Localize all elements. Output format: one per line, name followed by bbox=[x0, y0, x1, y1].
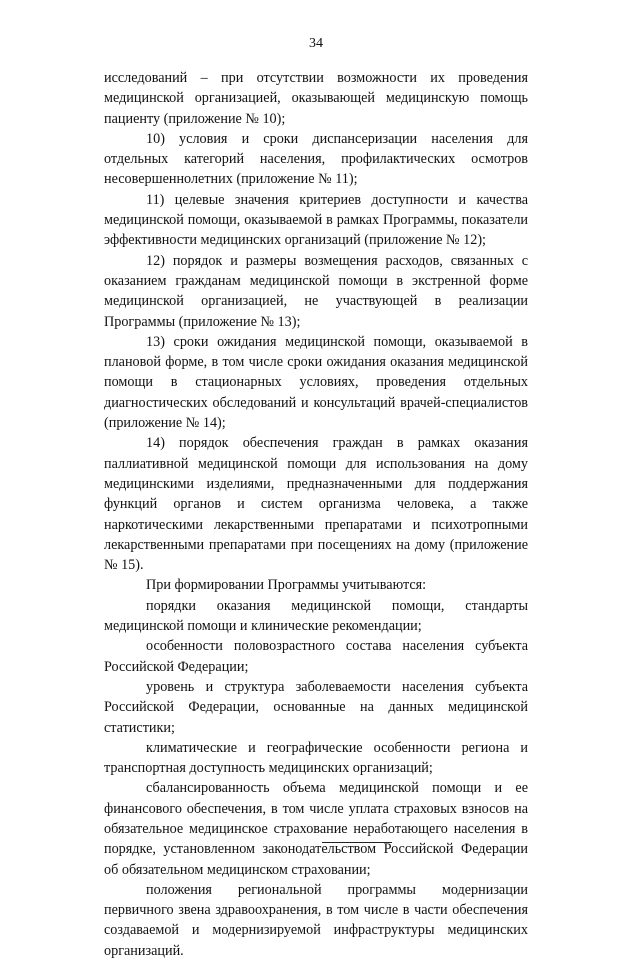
list-item-13: 13) сроки ожидания медицинской помощи, оказываемой в плановой форме, в том числе сроки ожидания оказания медицинской помощи в стационарных условиях, проведения отдельных диагностических обследований и консультаций врачей-специалистов (приложение № 14); bbox=[104, 333, 528, 432]
list-item-10: 10) условия и сроки диспансеризации населения для отдельных категорий населения, профилактических осмотров несовершеннолетних (приложение № 11); bbox=[104, 130, 528, 188]
factor-item-modernization-program: положения региональной программы модернизации первичного звена здравоохранения, в том числе в части обеспечения создаваемой и модернизируемой инфраструктуры медицинских организаций. bbox=[104, 881, 528, 959]
end-divider-line bbox=[322, 842, 392, 843]
factor-item-morbidity: уровень и структура заболеваемости населения субъекта Российской Федерации, основанные на данных медицинской статистики; bbox=[104, 678, 528, 736]
list-item-12: 12) порядок и размеры возмещения расходов, связанных с оказанием гражданам медицинской помощи в экстренной форме медицинской организацией, не участвующей в реализации Программы (приложение № 13); bbox=[104, 252, 528, 330]
document-body bbox=[104, 68, 528, 961]
factor-item-procedures: порядки оказания медицинской помощи, стандарты медицинской помощи и клинические рекомендации; bbox=[104, 597, 528, 635]
list-item-11: 11) целевые значения критериев доступности и качества медицинской помощи, оказываемой в рамках Программы, показатели эффективности медицинских организаций (приложение № 12); bbox=[104, 191, 528, 249]
factor-item-financial-balance: сбалансированность объема медицинской помощи и ее финансового обеспечения, в том числе уплата страховых взносов на обязательное медицинское страхование неработающего населения в порядке, установленном законодательством Российской Федерации об обязательном медицинском страховании; bbox=[104, 780, 528, 878]
paragraph-program-factors-intro: При формировании Программы учитываются: bbox=[146, 577, 427, 594]
page-number: 34 bbox=[309, 36, 323, 51]
factor-item-climate-geography: климатические и географические особенности региона и транспортная доступность медицинских организаций; bbox=[104, 739, 528, 777]
paragraph-continuation: исследований – при отсутствии возможности их проведения медицинской организацией, оказывающей медицинскую помощь пациенту (приложение № 10); bbox=[104, 70, 528, 127]
list-item-14: 14) порядок обеспечения граждан в рамках оказания паллиативной медицинской помощи для использования на дому медицинскими изделиями, предназначенными для поддержания функций органов и систем организма человека, а также наркотическими лекарственными препаратами и психотропными лекарственными препаратами при посещениях на дому (приложение № 15). bbox=[104, 435, 528, 574]
factor-item-population-structure: особенности половозрастного состава населения субъекта Российской Федерации; bbox=[104, 638, 528, 675]
